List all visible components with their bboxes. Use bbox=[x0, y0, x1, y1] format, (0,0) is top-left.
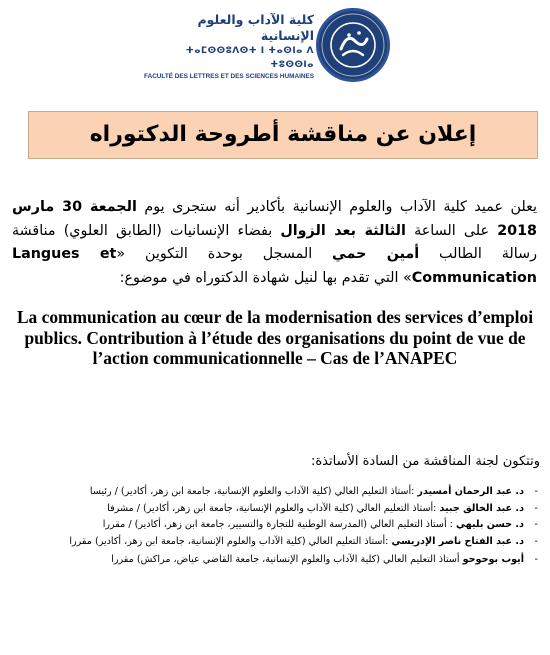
page-header bbox=[0, 0, 550, 100]
thesis-title: La communication au cœur de la modernisation des services d’emploi publics. Contribution à l’étude des organisations du point de vue de l’action communicationnelle – Cas de l’ANAPEC bbox=[16, 307, 534, 368]
member-role: :أستاذ التعليم العالي (كلية الآداب والعلوم الإنسانية، جامعة ابن زهر، أكادير) / مشرفا bbox=[107, 502, 437, 514]
member-role: : أستاذ التعليم العالي (المدرسة الوطنية للتجارة والتسيير، جامعة ابن زهر، أكادير) / مقررا bbox=[102, 519, 453, 530]
faculty-name-arabic: كلية الآداب والعلوم الإنسانية bbox=[197, 12, 314, 43]
student-name: أمين حمي bbox=[332, 246, 420, 262]
training-unit: Langues et Communication bbox=[12, 246, 537, 286]
announce-part-2: على الساعة bbox=[405, 222, 498, 239]
announcement-title-box bbox=[28, 111, 538, 159]
committee-list bbox=[6, 484, 538, 571]
faculty-name-french: FACULTÉ DES LETTRES ET DES SCIENCES HUMAINES bbox=[144, 73, 314, 80]
member-name: د. عبد الرحمان أمسيدر bbox=[417, 486, 524, 497]
announce-part-4: المسجل بوحدة التكوين « bbox=[116, 246, 333, 262]
defense-time: الثالثة بعد الزوال bbox=[280, 222, 406, 239]
member-role: :أستاذ التعليم العالي (كلية الآداب والعلوم الإنسانية، جامعة ابن زهر، أكادير) مقررا bbox=[69, 535, 389, 547]
committee-member: - أيوب بوحوحو أستاذ التعليم العالي (كلية الآداب والعلوم الإنسانية، جامعة القاضي عياض، مراكش) مقررا bbox=[111, 554, 538, 565]
member-name: د. عبد الخالق جبيد bbox=[439, 502, 524, 514]
faculty-name-block bbox=[144, 12, 314, 82]
member-name: د. عبد الفتاح ناصر الإدريسي bbox=[391, 535, 524, 547]
announcement-title: إعلان عن مناقشة أطروحة الدكتوراه bbox=[89, 122, 477, 147]
faculty-name-tifinagh: ⵜⴰⵎⵙⵙⵓⴷⵙⵜ ⵏ ⵜⴰⵙⵏⴰ ⴷ ⵜⵓⵙⵙⵏⴰ bbox=[185, 46, 314, 70]
committee-member: - د. عبد الخالق جبيد :أستاذ التعليم العالي (كلية الآداب والعلوم الإنسانية، جامعة ابن زهر، أكادير) / مشرفا bbox=[107, 502, 538, 514]
announce-part-3: بفضاء الإنسانيات (الطابق العلوي) مناقشة رسالة الطالب bbox=[12, 222, 537, 262]
committee-member: - د. حسن بليهي : أستاذ التعليم العالي (المدرسة الوطنية للتجارة والتسيير، جامعة ابن زهر، أكادير) / مقررا bbox=[102, 519, 538, 530]
announce-part-5: » التي تقدم بها لنيل شهادة الدكتوراه في موضوع: bbox=[119, 269, 412, 286]
member-name: د. حسن بليهي bbox=[455, 519, 524, 530]
university-logo bbox=[316, 8, 390, 82]
announcement-text bbox=[12, 196, 537, 290]
member-name: أيوب بوحوحو bbox=[462, 554, 524, 565]
committee-member: - د. عبد الرحمان أمسيدر :أستاذ التعليم العالي (كلية الآداب والعلوم الإنسانية، جامعة ابن زهر، أكادير) / رئيسا bbox=[89, 486, 538, 497]
committee-intro: وتتكون لجنة المناقشة من السادة الأساتذة: bbox=[310, 454, 540, 469]
member-role: :أستاذ التعليم العالي (كلية الآداب والعلوم الإنسانية، جامعة ابن زهر، أكادير) / رئيسا bbox=[89, 486, 415, 497]
member-role: أستاذ التعليم العالي (كلية الآداب والعلوم الإنسانية، جامعة القاضي عياض، مراكش) مقررا bbox=[111, 554, 460, 565]
defense-date: الجمعة 30 مارس 2018 bbox=[12, 199, 538, 239]
committee-member: - د. عبد الفتاح ناصر الإدريسي :أستاذ التعليم العالي (كلية الآداب والعلوم الإنسانية، جامعة ابن زهر، أكادير) مقررا bbox=[69, 535, 538, 547]
announce-part-1: يعلن عميد كلية الآداب والعلوم الإنسانية بأكادير أنه ستجرى يوم bbox=[136, 199, 537, 215]
